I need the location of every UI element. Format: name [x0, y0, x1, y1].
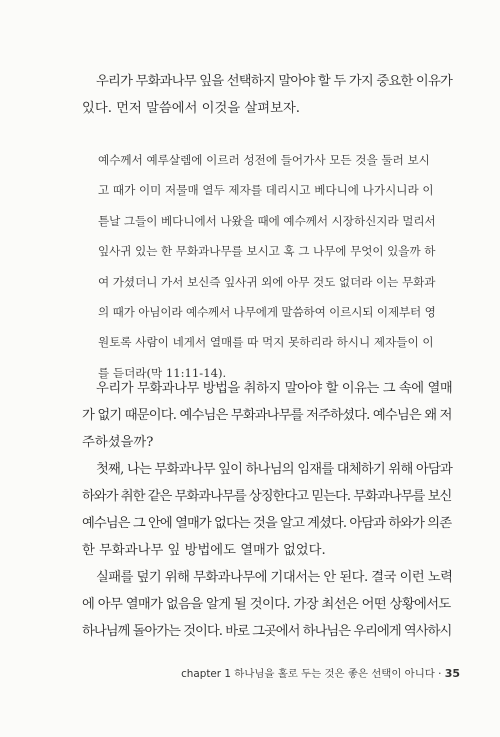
text-line: 첫째, 나는 무화과나무 잎이 하나님의 임재를 대체하기 위해 아담과: [96, 462, 453, 477]
scripture-quote: [98, 145, 436, 388]
text-line: 하와가 취한 같은 무화과나무를 상징한다고 믿는다. 무화과나무를 보신: [82, 489, 452, 504]
text-line: 한 무화과나무 잎 방법에도 열매가 없었다.: [82, 543, 326, 558]
text-line: 있다. 먼저 말씀에서 이것을 살펴보자.: [82, 101, 301, 116]
quote-line: 를 듣더라(막 11:11-14).: [98, 365, 227, 380]
text-line: 가 없기 때문이다. 예수님은 무화과나무를 저주하셨다. 예수님은 왜 저: [82, 408, 452, 423]
quote-line: 잎사귀 있는 한 무화과나무를 보시고 혹 그 나무에 무엇이 있을까 하: [98, 244, 436, 259]
paragraph-reason: [82, 375, 452, 456]
quote-line: 원토록 사람이 네게서 열매를 따 먹지 못하리라 하시니 제자들이 이: [98, 335, 434, 350]
page-footer: [181, 665, 460, 680]
text-line: 에 아무 열매가 없음을 알게 될 것이다. 가장 최선은 어떤 상황에서도: [82, 597, 451, 612]
paragraph-first: [82, 456, 452, 564]
text-line: 주하셨을까?: [82, 435, 154, 450]
quote-line: 여 가셨더니 가서 보신즉 잎사귀 외에 아무 것도 없더라 이는 무화과: [98, 274, 436, 289]
chapter-title: chapter 1 하나님을 홀로 두는 것은 좋은 선택이 아니다 ·: [181, 668, 442, 680]
quote-line: 고 때가 이미 저물매 열두 제자를 데리시고 베다니에 나가시니라 이: [98, 183, 434, 198]
paragraph-intro: [82, 68, 452, 122]
text-line: 실패를 덮기 위해 무화과나무에 기대서는 안 된다. 결국 이런 노력: [96, 570, 453, 585]
page-number: 35: [444, 667, 460, 680]
text-line: 우리가 무화과나무 잎을 선택하지 말아야 할 두 가지 중요한 이유가: [96, 74, 453, 89]
quote-line: 튿날 그들이 베다니에서 나왔을 때에 예수께서 시장하신지라 멀리서: [98, 213, 436, 228]
text-line: 우리가 무화과나무 방법을 취하지 말아야 할 이유는 그 속에 열매: [96, 381, 453, 396]
paragraph-failure: [82, 564, 452, 645]
text-line: 예수님은 그 안에 열매가 없다는 것을 알고 계셨다. 아담과 하와가 의존: [82, 516, 452, 531]
quote-line: 의 때가 아님이라 예수께서 나무에게 말씀하여 이르시되 이제부터 영: [98, 305, 436, 320]
text-line: 하나님께 돌아가는 것이다. 바로 그곳에서 하나님은 우리에게 역사하시: [82, 624, 452, 639]
quote-line: 예수께서 예루살렘에 이르러 성전에 들어가사 모든 것을 둘러 보시: [98, 153, 430, 167]
